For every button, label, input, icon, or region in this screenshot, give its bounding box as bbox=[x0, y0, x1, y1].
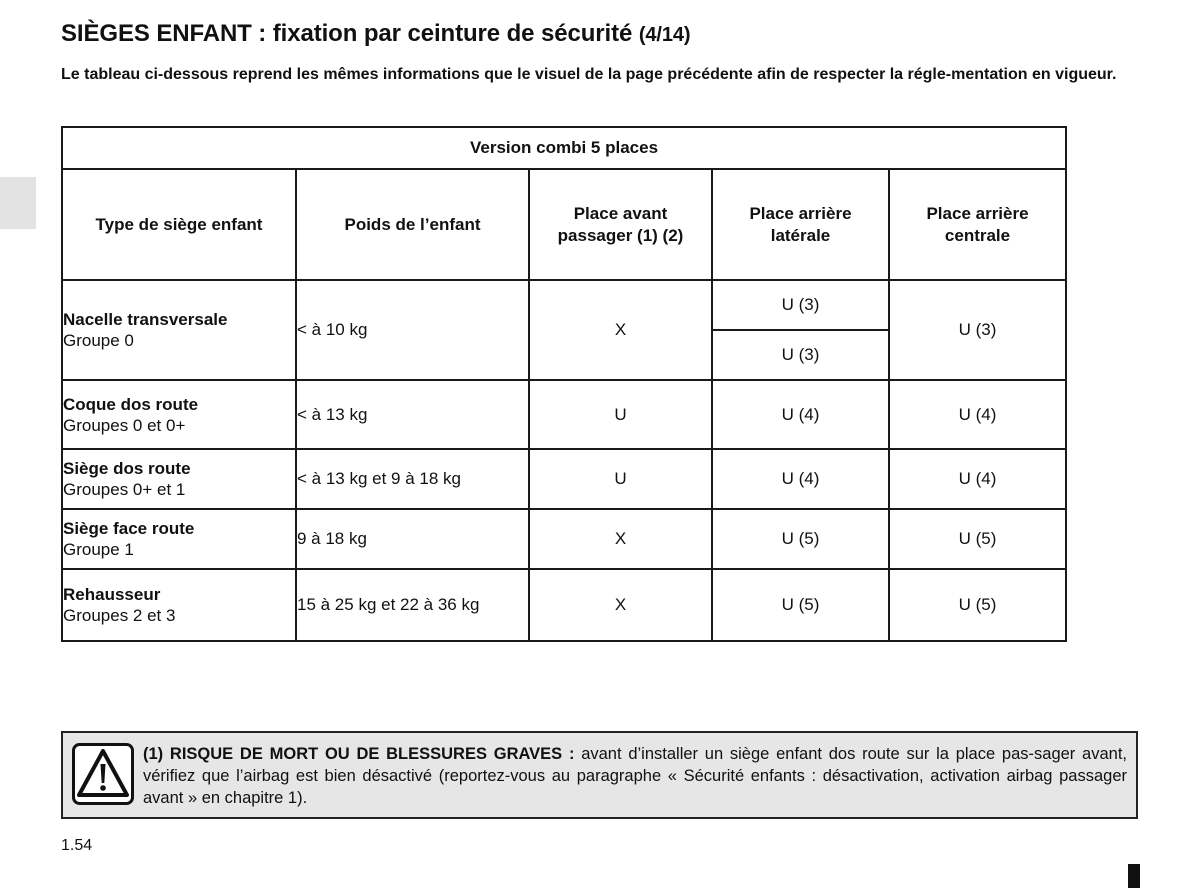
table-row bbox=[62, 380, 1066, 449]
cell-laterale: U (5) bbox=[712, 509, 889, 569]
page-title-main: SIÈGES ENFANT : fixation par ceinture de sécurité bbox=[61, 20, 633, 47]
seat-type: Siège dos route bbox=[63, 459, 191, 478]
table-row bbox=[62, 509, 1066, 569]
table-row bbox=[62, 449, 1066, 509]
cell-centrale: U (3) bbox=[889, 280, 1066, 380]
header-arriere-centrale bbox=[889, 169, 1066, 280]
cell-type bbox=[62, 380, 296, 449]
table-row bbox=[62, 569, 1066, 641]
header-arriere-centrale-label: Place arrière centrale bbox=[926, 203, 1029, 245]
version-header: Version combi 5 places bbox=[62, 127, 1066, 169]
cell-poids: 15 à 25 kg et 22 à 36 kg bbox=[296, 569, 529, 641]
page-title-sub: (4/14) bbox=[638, 24, 691, 46]
cell-poids: 9 à 18 kg bbox=[296, 509, 529, 569]
cell-avant: U bbox=[529, 380, 712, 449]
cell-type bbox=[62, 509, 296, 569]
page-title bbox=[61, 20, 690, 48]
cell-avant: X bbox=[529, 509, 712, 569]
cell-laterale: U (4) bbox=[712, 449, 889, 509]
cell-laterale: U (3) bbox=[712, 330, 889, 380]
cell-avant: X bbox=[529, 569, 712, 641]
cell-laterale: U (5) bbox=[712, 569, 889, 641]
cell-poids: < à 10 kg bbox=[296, 280, 529, 380]
header-place-avant-label: Place avant passager (1) (2) bbox=[557, 203, 684, 245]
seat-groupe: Groupes 2 et 3 bbox=[63, 606, 176, 625]
seat-groupe: Groupes 0+ et 1 bbox=[63, 480, 186, 499]
warning-body: avant d’installer un siège enfant dos route sur la place pas-sager avant, vérifiez que l’airbag est bien désactivé (reportez-vous au paragraphe « Sécurité enfants : désactivation, activation airbag passager avant » en chapitre 1). bbox=[143, 745, 1127, 807]
seat-type: Siège face route bbox=[63, 519, 195, 538]
corner-tab-marker bbox=[1128, 864, 1140, 888]
cell-type bbox=[62, 280, 296, 380]
cell-centrale: U (5) bbox=[889, 569, 1066, 641]
header-arriere-laterale-label: Place arrière latérale bbox=[749, 203, 852, 245]
table-row bbox=[62, 280, 1066, 330]
seat-type: Nacelle transversale bbox=[63, 310, 228, 329]
cell-centrale: U (4) bbox=[889, 449, 1066, 509]
header-arriere-laterale bbox=[712, 169, 889, 280]
cell-avant: U bbox=[529, 449, 712, 509]
cell-centrale: U (5) bbox=[889, 509, 1066, 569]
cell-poids: < à 13 kg bbox=[296, 380, 529, 449]
page-number: 1.54 bbox=[61, 837, 93, 854]
warning-box bbox=[61, 731, 1138, 819]
warning-heading: (1) RISQUE DE MORT OU DE BLESSURES GRAVES : bbox=[143, 745, 575, 763]
seat-groupe: Groupes 0 et 0+ bbox=[63, 415, 186, 435]
header-poids: Poids de l’enfant bbox=[296, 169, 529, 280]
intro-paragraph: Le tableau ci-dessous reprend les mêmes informations que le visuel de la page précédente afin de respecter la régle-mentation en vigueur. bbox=[61, 66, 1117, 83]
cell-centrale: U (4) bbox=[889, 380, 1066, 449]
cell-type bbox=[62, 569, 296, 641]
cell-laterale: U (3) bbox=[712, 280, 889, 330]
seat-type: Rehausseur bbox=[63, 585, 161, 604]
seat-type: Coque dos route bbox=[63, 394, 199, 414]
warning-triangle-icon bbox=[72, 743, 134, 805]
seat-groupe: Groupe 0 bbox=[63, 331, 134, 350]
cell-type bbox=[62, 449, 296, 509]
cell-poids: < à 13 kg et 9 à 18 kg bbox=[296, 449, 529, 509]
chapter-tab-marker bbox=[0, 177, 36, 229]
header-place-avant bbox=[529, 169, 712, 280]
warning-text bbox=[143, 743, 1127, 809]
header-type: Type de siège enfant bbox=[62, 169, 296, 280]
child-seat-table bbox=[61, 126, 1067, 642]
seat-groupe: Groupe 1 bbox=[63, 540, 134, 559]
cell-avant: X bbox=[529, 280, 712, 380]
cell-laterale: U (4) bbox=[712, 380, 889, 449]
